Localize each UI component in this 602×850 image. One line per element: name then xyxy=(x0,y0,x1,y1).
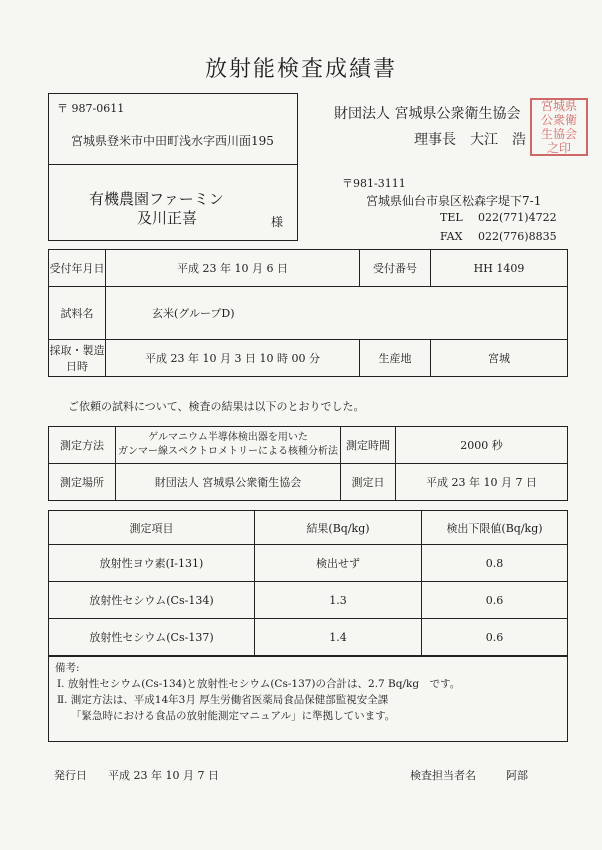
issuer-tel-label: TEL xyxy=(440,211,463,224)
remarks-line1: Ⅰ. 放射性セシウム(Cs-134)と放射性セシウム(Cs-137)の合計は、2.7 Bq/kg です。 xyxy=(57,678,461,690)
sample-name: 玄米(グループD) xyxy=(106,287,568,340)
result-value: 1.3 xyxy=(255,582,422,619)
issuer-postal: 〒981-3111 xyxy=(342,177,406,190)
issue-date: 平成 23 年 10 月 7 日 xyxy=(108,769,219,782)
recipient-honorific: 様 xyxy=(271,215,284,229)
recipient-box xyxy=(48,93,298,241)
receipt-number-label: 受付番号 xyxy=(360,250,431,287)
issuer-tel: 022(771)4722 xyxy=(478,211,557,224)
result-value: 1.4 xyxy=(255,619,422,656)
result-limit: 0.6 xyxy=(422,582,568,619)
remarks-box xyxy=(48,656,568,742)
method-label: 測定方法 xyxy=(49,427,116,464)
recipient-postal: 〒 987-0611 xyxy=(57,102,125,115)
result-value: 検出せず xyxy=(255,545,422,582)
results-header-limit: 検出下限値(Bq/kg) xyxy=(422,511,568,545)
collected-datetime: 平成 23 年 10 月 3 日 10 時 00 分 xyxy=(106,340,360,377)
origin-label: 生産地 xyxy=(360,340,431,377)
issuer-chairman: 理事長 大江 浩 xyxy=(414,132,526,148)
result-item: 放射性ヨウ素(I-131) xyxy=(49,545,255,582)
results-header-item: 測定項目 xyxy=(49,511,255,545)
origin: 宮城 xyxy=(431,340,568,377)
measure-date-label: 測定日 xyxy=(341,464,396,501)
method-line2: ガンマー線スペクトロメトリーによる核種分析法 xyxy=(118,446,338,457)
measure-time-label: 測定時間 xyxy=(341,427,396,464)
recipient-address: 宮城県登米市中田町浅水字西川面195 xyxy=(71,134,274,148)
remarks-line3: 「緊急時における食品の放射能測定マニュアル」に準拠しています。 xyxy=(71,710,396,722)
issuer-address: 宮城県仙台市泉区松森字堤下7-1 xyxy=(366,194,542,208)
collected-label: 採取・製造日時 xyxy=(49,340,106,377)
method-description xyxy=(116,427,341,464)
received-date: 平成 23 年 10 月 6 日 xyxy=(106,250,360,287)
result-limit: 0.8 xyxy=(422,545,568,582)
measure-place-label: 測定場所 xyxy=(49,464,116,501)
method-table xyxy=(48,426,568,501)
method-line1: ゲルマニウム半導体検出器を用いた xyxy=(148,432,308,443)
sample-info-table xyxy=(48,249,568,377)
result-item: 放射性セシウム(Cs-134) xyxy=(49,582,255,619)
inspector-label: 検査担当者名 xyxy=(410,769,476,782)
received-date-label: 受付年月日 xyxy=(49,250,106,287)
official-seal xyxy=(530,98,588,156)
table-row xyxy=(49,619,568,656)
measure-place: 財団法人 宮城県公衆衛生協会 xyxy=(116,464,341,501)
issuer-org: 財団法人 宮城県公衆衛生協会 xyxy=(334,106,521,122)
intro-text: ご依頼の試料について、検査の結果は以下のとおりでした。 xyxy=(68,400,365,413)
receipt-number: HH 1409 xyxy=(431,250,568,287)
issuer-fax-label: FAX xyxy=(440,230,463,243)
table-row xyxy=(49,582,568,619)
recipient-divider xyxy=(49,164,297,165)
results-header-result: 結果(Bq/kg) xyxy=(255,511,422,545)
result-item: 放射性セシウム(Cs-137) xyxy=(49,619,255,656)
recipient-company: 有機農園ファーミン xyxy=(89,190,224,208)
measure-time: 2000 秒 xyxy=(396,427,568,464)
table-row xyxy=(49,545,568,582)
inspector-name: 阿部 xyxy=(506,769,528,782)
seal-text: 宮城県公衆衛生協会之印 xyxy=(540,99,577,155)
sample-name-label: 試料名 xyxy=(49,287,106,340)
remarks-line2: Ⅱ. 測定方法は、平成14年3月 厚生労働省医薬局食品保健部監視安全課 xyxy=(57,694,389,706)
results-table xyxy=(48,510,568,656)
measure-date: 平成 23 年 10 月 7 日 xyxy=(396,464,568,501)
remarks-label: 備考: xyxy=(55,662,80,674)
result-limit: 0.6 xyxy=(422,619,568,656)
issue-date-label: 発行日 xyxy=(54,769,87,782)
recipient-person: 及川正喜 xyxy=(137,209,198,227)
document-title: 放射能検査成績書 xyxy=(204,57,397,82)
issuer-fax: 022(776)8835 xyxy=(478,230,557,243)
